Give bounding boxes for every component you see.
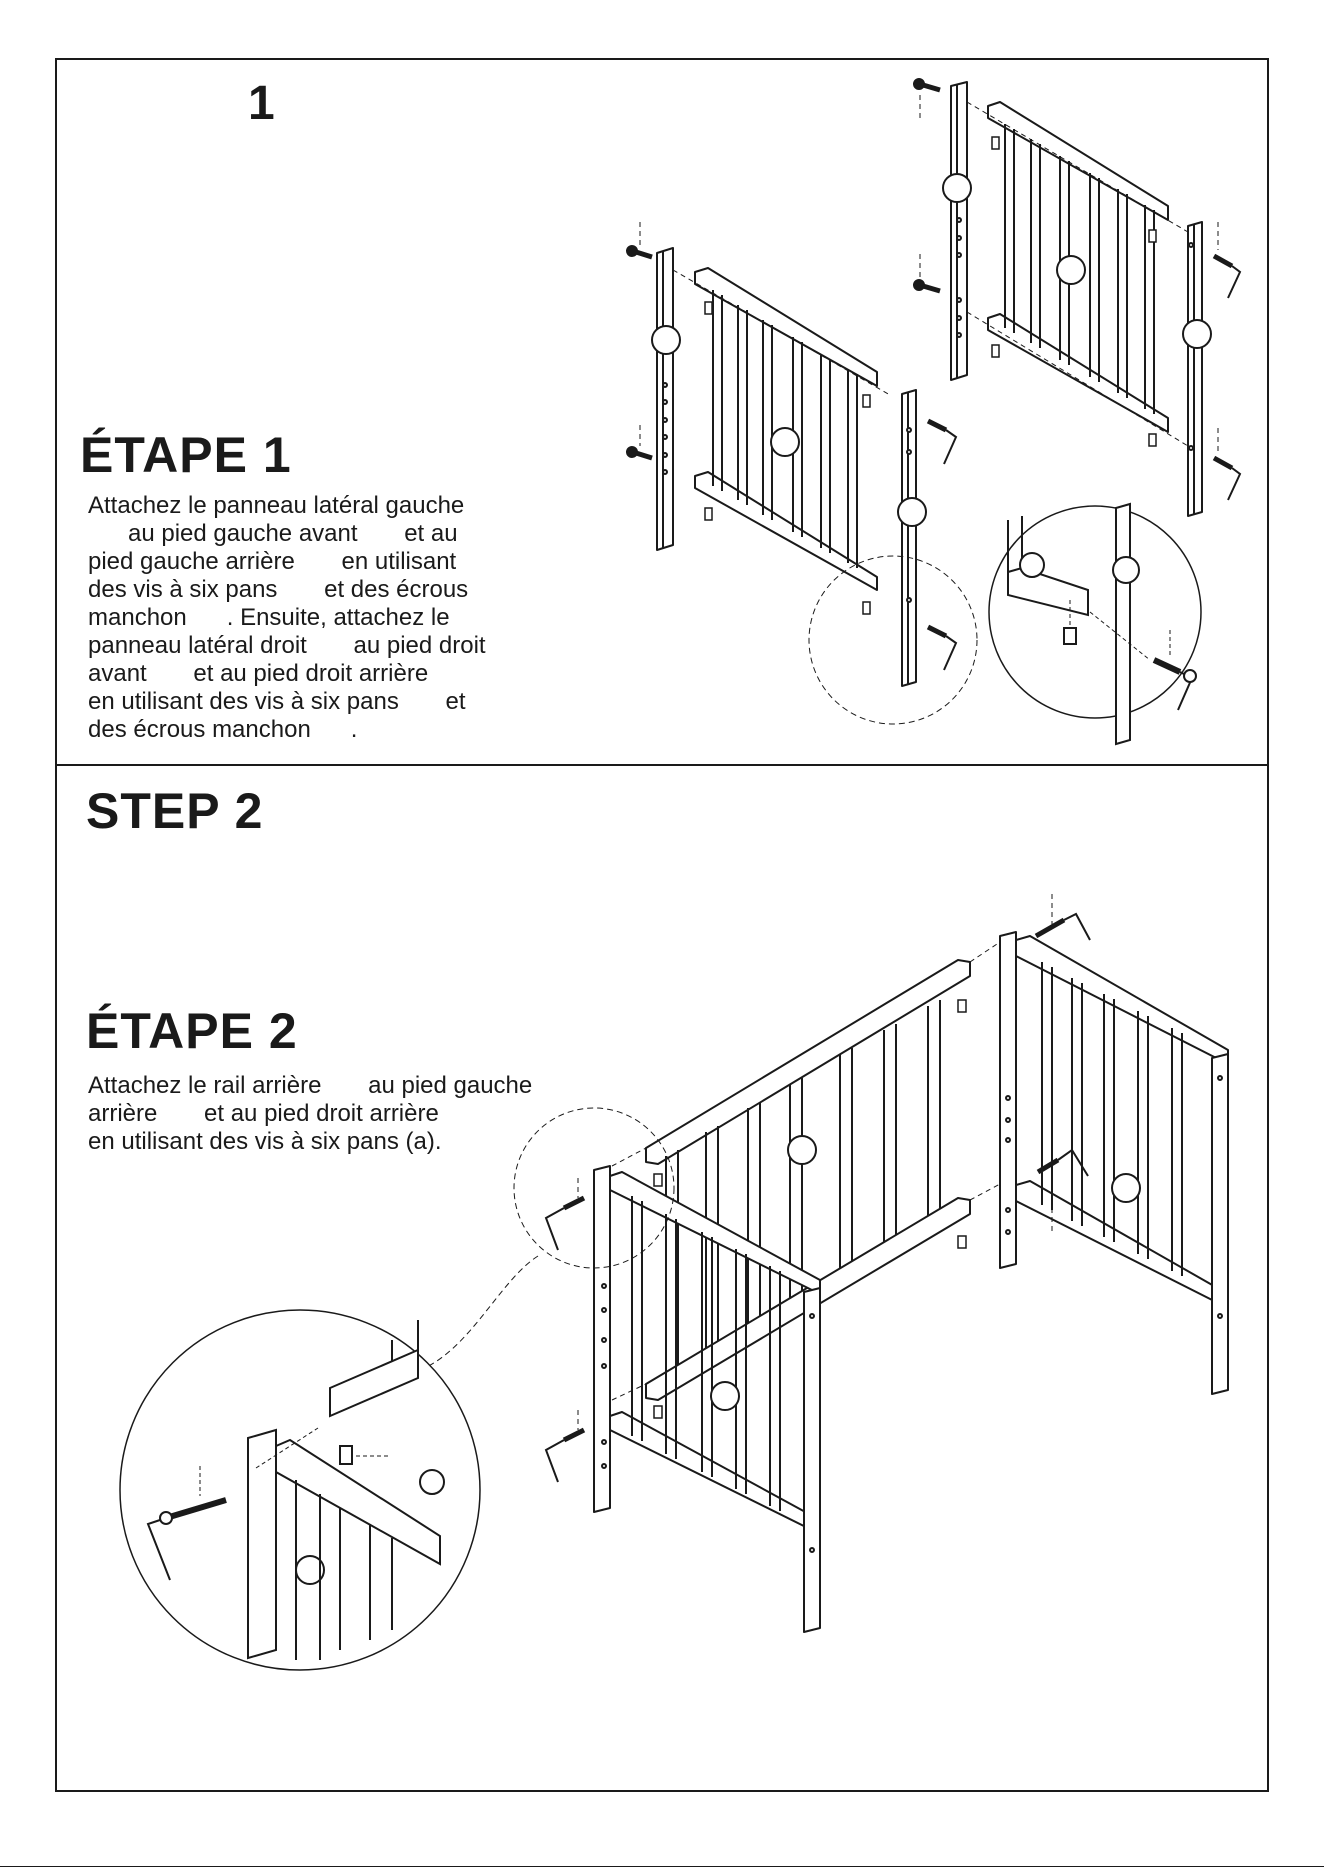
- detail-magnified-view: [989, 504, 1201, 744]
- left-side-panel: [695, 268, 877, 590]
- right-rear-leg: [1183, 222, 1211, 516]
- instruction-line: Attachez le rail arrière au pied gauche: [88, 1072, 533, 1099]
- step1-heading: ÉTAPE 1: [80, 427, 292, 483]
- instruction-line: en utilisant des vis à six pans et: [88, 688, 466, 715]
- hex-screw-icon: [928, 627, 956, 670]
- barrel-nut-icon: [958, 1236, 966, 1248]
- step-number: 1: [248, 77, 275, 130]
- right-front-leg: [943, 82, 971, 380]
- left-rear-leg: [898, 390, 926, 686]
- right-side-panel: [1000, 932, 1228, 1394]
- barrel-nut-icon: [958, 1000, 966, 1012]
- instruction-line: avant et au pied droit arrière: [88, 660, 429, 687]
- hex-screw-icon: [546, 1430, 584, 1482]
- hex-screw-icon: [1214, 256, 1240, 298]
- barrel-nut-icon: [654, 1174, 662, 1186]
- step2-english-heading: STEP 2: [86, 783, 264, 839]
- barrel-nut-icon: [863, 602, 870, 614]
- step1-instructions: [88, 492, 486, 744]
- hex-screw-icon: [627, 246, 652, 257]
- right-side-panel: [988, 102, 1168, 432]
- instruction-line: au pied gauche avant et au: [88, 520, 458, 547]
- barrel-nut-icon: [705, 508, 712, 520]
- instruction-line: arrière et au pied droit arrière: [88, 1100, 439, 1127]
- hex-screw-icon: [914, 79, 940, 90]
- hex-screw-icon: [914, 280, 940, 291]
- hex-screw-icon: [1038, 1150, 1088, 1176]
- instruction-line: Attachez le panneau latéral gauche: [88, 492, 465, 519]
- step2-assembly-illustration: [110, 880, 1250, 1670]
- instruction-line: pied gauche arrière en utilisant: [88, 548, 457, 575]
- instruction-line: panneau latéral droit au pied droit: [88, 632, 486, 659]
- detail-magnified-view: [120, 1310, 480, 1670]
- barrel-nut-icon: [992, 345, 999, 357]
- step1-assembly-illustration: [600, 70, 1240, 760]
- barrel-nut-icon: [863, 395, 870, 407]
- barrel-nut-icon: [705, 302, 712, 314]
- section-divider: [55, 764, 1269, 766]
- barrel-nut-icon: [1149, 230, 1156, 242]
- barrel-nut-icon: [992, 137, 999, 149]
- hex-screw-icon: [928, 421, 956, 464]
- instruction-line: des vis à six pans et des écrous: [88, 576, 469, 603]
- barrel-nut-icon: [1149, 434, 1156, 446]
- instruction-line: en utilisant des vis à six pans (a).: [88, 1128, 442, 1155]
- hex-screw-icon: [546, 1198, 584, 1250]
- left-front-leg: [652, 248, 680, 550]
- instruction-line: des écrous manchon .: [88, 716, 358, 743]
- hex-screw-icon: [627, 447, 652, 458]
- barrel-nut-icon: [654, 1406, 662, 1418]
- hex-screw-icon: [1036, 914, 1090, 940]
- instruction-line: manchon . Ensuite, attachez le: [88, 604, 450, 631]
- page-bottom-rule: [0, 1866, 1324, 1867]
- left-side-panel: [594, 1166, 820, 1632]
- step2-heading: ÉTAPE 2: [86, 1003, 298, 1059]
- hex-screw-icon: [1214, 458, 1240, 500]
